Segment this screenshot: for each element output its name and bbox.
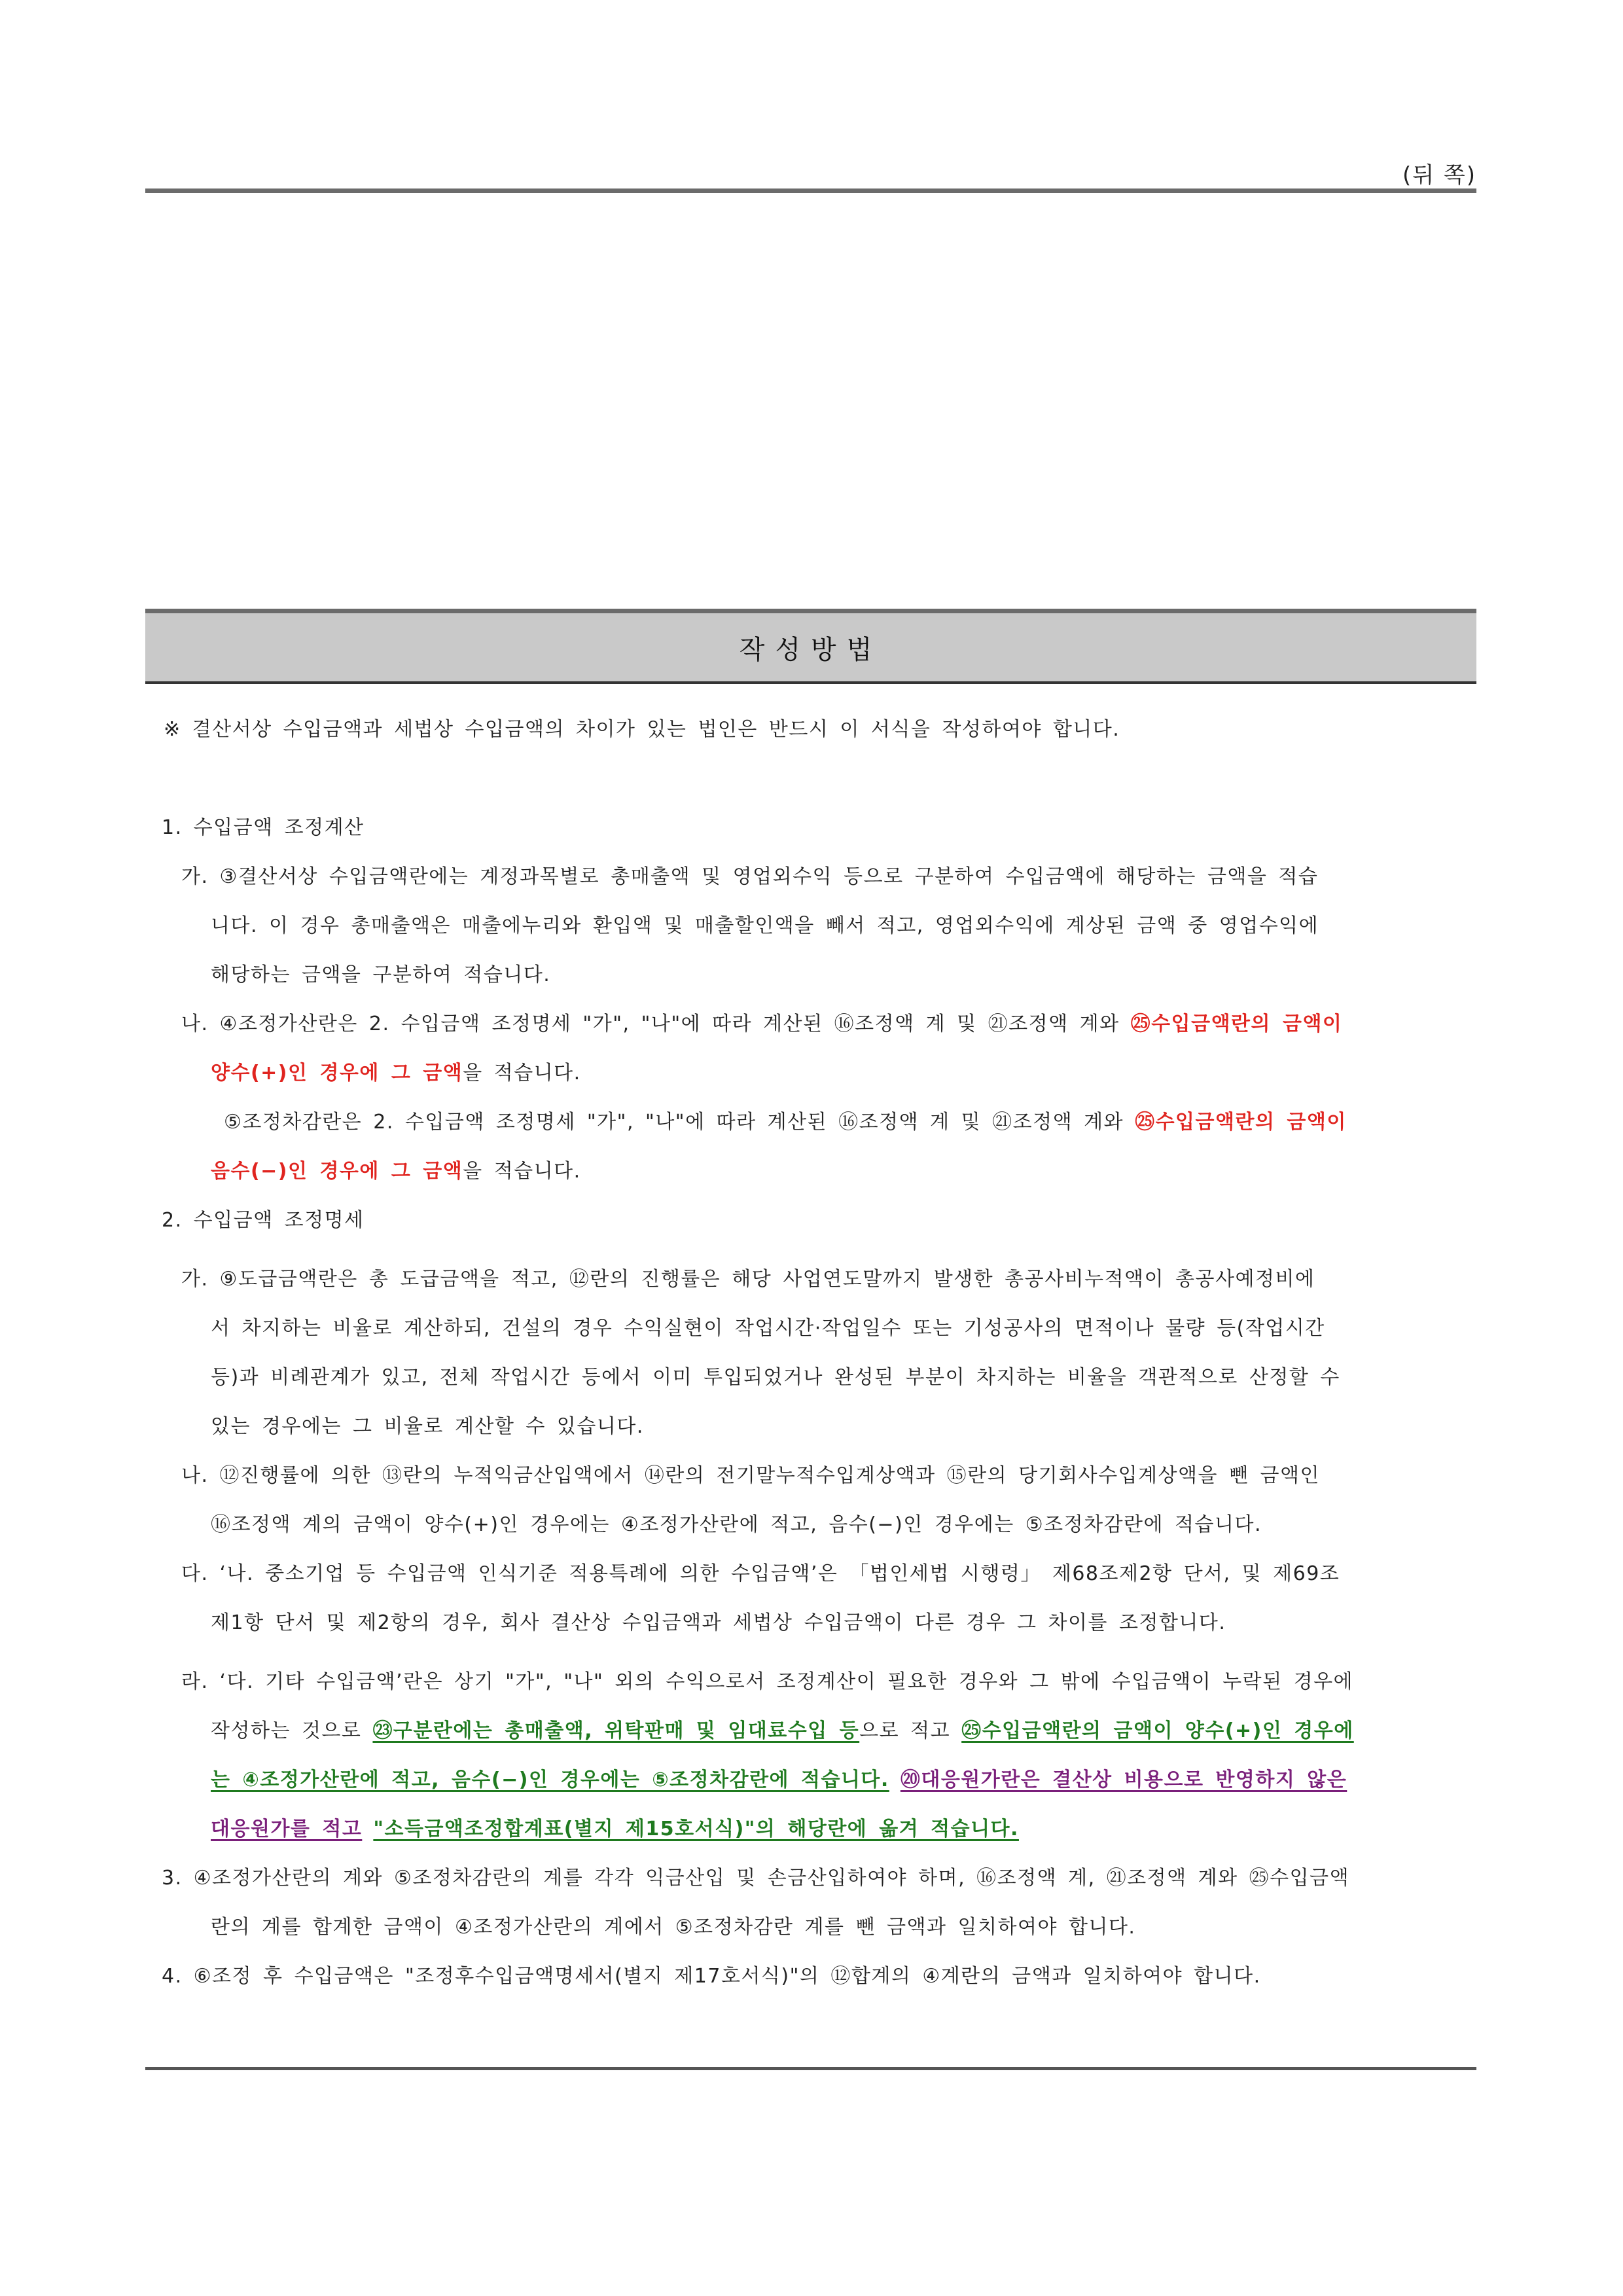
section-title: 작성방법 [739,634,883,665]
item1-na5-line1-text: ⑤조정차감란은 2. 수입금액 조정명세 "가", "나"에 따라 계산된 ⑯조정액 계 및 ㉑조정액 계와 [224,1111,1135,1134]
item2-ra-line4-purple: 대응원가를 적고 [211,1818,363,1840]
item3-line2: 란의 계를 합계한 금액이 ④조정가산란의 계에서 ⑤조정차감란 계를 뺀 금액과 일치하여야 합니다. [211,1916,1136,1939]
item2-na-line1: 나. ⑫진행률에 의한 ⑬란의 누적익금산입액에서 ⑭란의 전기말누적수입계상액과 ⑮란의 당기회사수입계상액을 뺀 금액인 [181,1464,1320,1487]
item1-na5-line2-text: 을 적습니다. [463,1160,581,1183]
item2-ga-line3: 등)과 비례관계가 있고, 전체 작업시간 등에서 이미 투입되었거나 완성된 부분이 차지하는 비율을 객관적으로 산정할 수 [211,1366,1340,1389]
item1-na5-line1 [224,1109,1347,1136]
item2-ga-line1: 가. ⑨도급금액란은 총 도급금액을 적고, ⑫란의 진행률은 해당 사업연도말까지 발생한 총공사비누적액이 총공사예정비에 [181,1268,1315,1291]
item2-ra-line2-text: 작성하는 것으로 [211,1719,373,1742]
section-title-bar [145,609,1476,684]
item1-na-line1-text: 나. ④조정가산란은 2. 수입금액 조정명세 "가", "나"에 따라 계산된 ⑯조정액 계 및 ㉑조정액 계와 [181,1013,1131,1035]
item2-ra-line3 [211,1767,1347,1793]
item2-da-line2: 제1항 단서 및 제2항의 경우, 회사 결산상 수입금액과 세법상 수입금액이 다른 경우 그 차이를 조정합니다. [211,1611,1226,1634]
item1-ga-line3: 해당하는 금액을 구분하여 적습니다. [211,963,551,986]
bottom-divider [145,2067,1476,2070]
item1-ga-line1: 가. ③결산서상 수입금액란에는 계정과목별로 총매출액 및 영업외수익 등으로 구분하여 수입금액에 해당하는 금액을 적습 [181,865,1319,888]
item1-na5-line2 [211,1158,581,1185]
item2-ga-line2: 서 차지하는 비율로 계산하되, 건설의 경우 수익실현이 작업시간·작업일수 또는 기성공사의 면적이나 물량 등(작업시간 [211,1317,1325,1340]
item2-ra-line4-green: "소득금액조정합계표(별지 제15호서식)"의 해당란에 옮겨 적습니다. [373,1818,1019,1840]
item1-na-line2 [211,1060,581,1086]
item2-heading: 2. 수입금액 조정명세 [162,1209,365,1232]
item2-ra-line2-green2: ㉕수입금액란의 금액이 양수(+)인 경우에 [961,1719,1354,1742]
item3-line1: 3. ④조정가산란의 계와 ⑤조정차감란의 계를 각각 익금산입 및 손금산입하여야 하며, ⑯조정액 계, ㉑조정액 계와 ㉕수입금액 [162,1867,1350,1890]
item2-ra-line2 [211,1718,1354,1744]
page-side-label: (뒤 쪽) [1402,162,1476,188]
item2-ra-line2-green: ㉓구분란에는 총매출액, 위탁판매 및 임대료수입 등 [372,1719,860,1742]
item4-line1: 4. ⑥조정 후 수입금액은 "조정후수입금액명세서(별지 제17호서식)"의 ⑫합계의 ④계란의 금액과 일치하여야 합니다. [162,1965,1261,1988]
item2-ga-line4: 있는 경우에는 그 비율로 계산할 수 있습니다. [211,1415,644,1438]
item2-ra-line4-space [362,1818,373,1840]
item1-na-line1 [181,1011,1342,1037]
item1-ga-line2: 니다. 이 경우 총매출액은 매출에누리와 환입액 및 매출할인액을 빼서 적고, 영업외수익에 계상된 금액 중 영업수익에 [211,914,1319,937]
item1-na5-line2-highlight: 음수(−)인 경우에 그 금액 [211,1160,463,1183]
item2-ra-line4 [211,1816,1019,1842]
item1-na-line2-text: 을 적습니다. [463,1062,581,1085]
item2-ra-line3-green: 는 ④조정가산란에 적고, 음수(−)인 경우에는 ⑤조정차감란에 적습니다. [211,1768,889,1791]
item1-na-line2-highlight: 양수(+)인 경우에 그 금액 [211,1062,463,1085]
top-divider [145,188,1476,193]
item2-ra-line2-text2: 으로 적고 [859,1719,962,1742]
item2-ra-line3-space [889,1768,901,1791]
item1-na-line1-highlight: ㉕수입금액란의 금액이 [1130,1013,1343,1035]
item2-ra-line3-purple: ⑳대응원가란은 결산상 비용으로 반영하지 않은 [900,1768,1347,1791]
notice-text: ※ 결산서상 수입금액과 세법상 수입금액의 차이가 있는 법인은 반드시 이 서식을 작성하여야 합니다. [164,718,1120,741]
item1-heading: 1. 수입금액 조정계산 [162,816,365,839]
item2-na-line2: ⑯조정액 계의 금액이 양수(+)인 경우에는 ④조정가산란에 적고, 음수(−)인 경우에는 ⑤조정차감란에 적습니다. [211,1513,1262,1536]
item1-na5-line1-highlight: ㉕수입금액란의 금액이 [1135,1111,1347,1134]
item2-ra-line1: 라. ‘다. 기타 수입금액’란은 상기 "가", "나" 외의 수익으로서 조정계산이 필요한 경우와 그 밖에 수입금액이 누락된 경우에 [181,1670,1354,1693]
item2-da-line1: 다. ‘나. 중소기업 등 수입금액 인식기준 적용특례에 의한 수입금액’은 「법인세법 시행령」 제68조제2항 단서, 및 제69조 [181,1562,1340,1585]
